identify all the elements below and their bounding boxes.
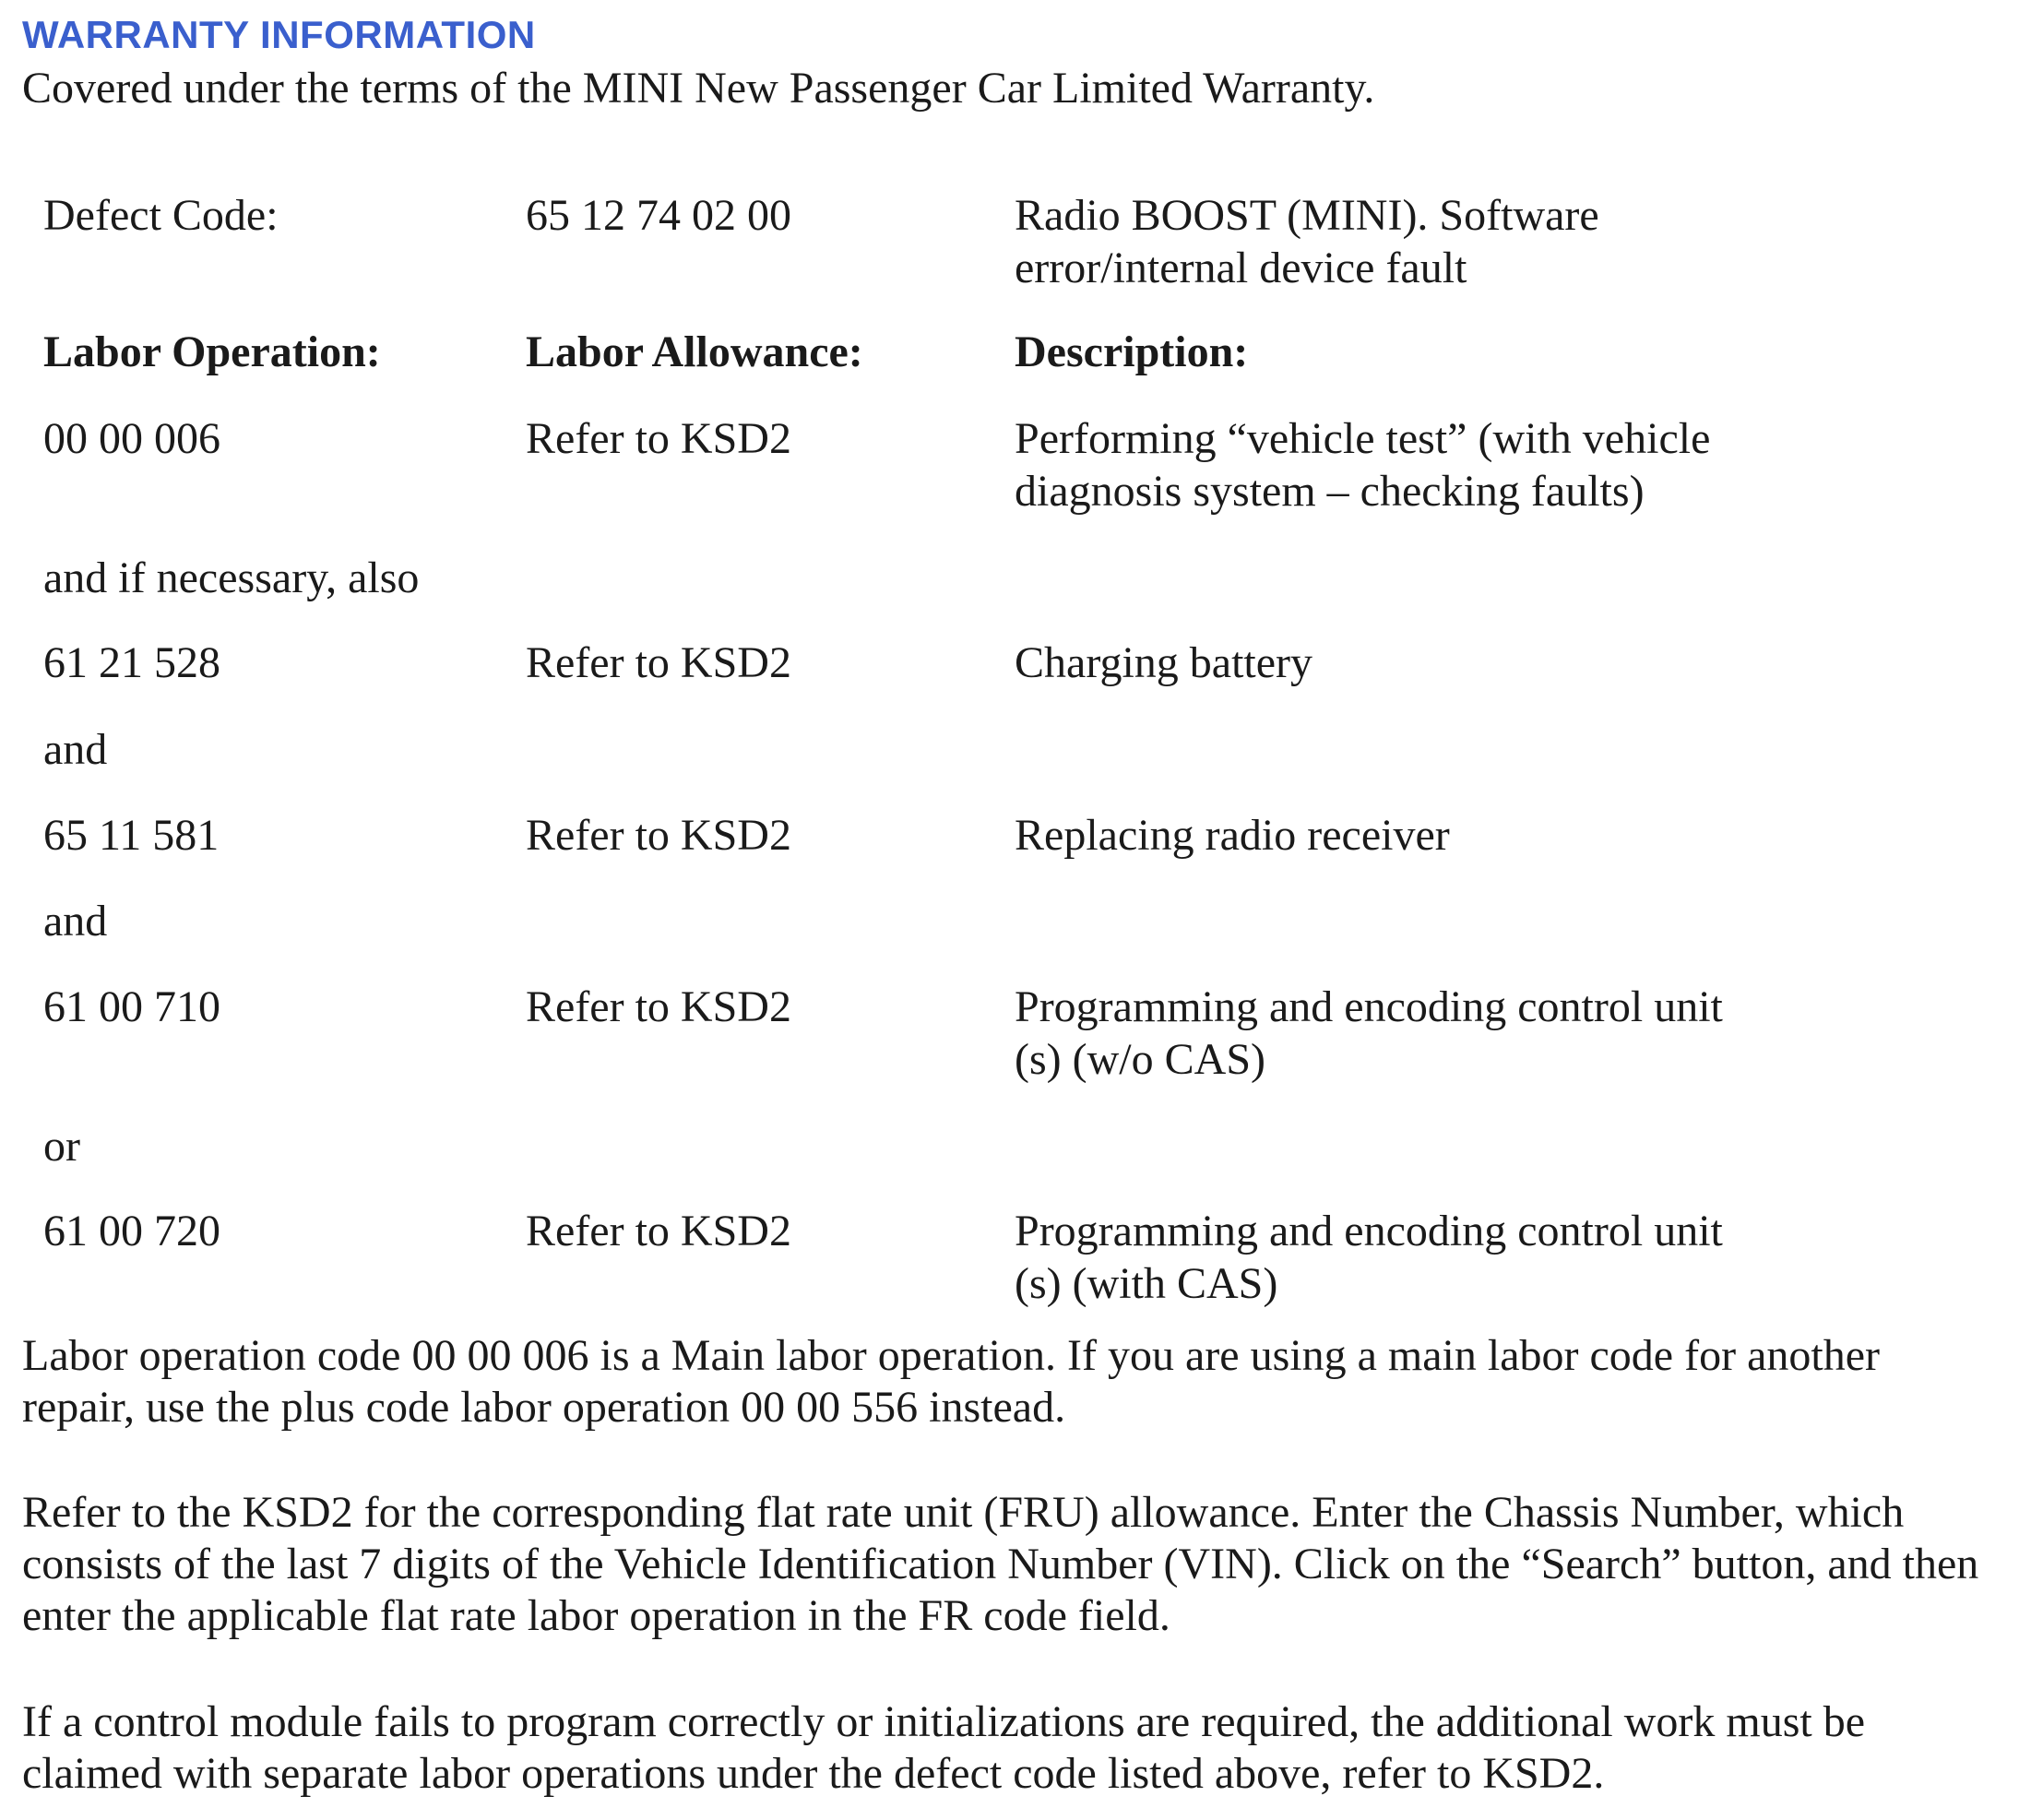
labor-allowance: Refer to KSD2	[526, 638, 791, 687]
ksd2-instructions: Refer to the KSD2 for the corresponding flat rate unit (FRU) allowance. Enter the Chassis Number, which consists of the last 7 digits of the Vehicle Identification Number (VIN). Click on the “Search” button, and then enter the applicable flat rate labor operation in the FR code field.	[22, 1488, 1979, 1640]
defect-description-line1: Radio BOOST (MINI). Software	[1015, 191, 1599, 240]
labor-description-line2: (s) (w/o CAS)	[1015, 1035, 1265, 1084]
connector-text: and	[43, 897, 108, 946]
labor-description-line1: Performing “vehicle test” (with vehicle	[1015, 414, 1711, 463]
labor-operation-code: 65 11 581	[43, 811, 220, 860]
labor-allowance: Refer to KSD2	[526, 414, 791, 463]
labor-operation-code: 00 00 006	[43, 414, 220, 463]
labor-operation-code: 61 21 528	[43, 638, 220, 687]
labor-description-line1: Programming and encoding control unit	[1015, 1207, 1723, 1255]
header-labor-allowance: Labor Allowance:	[526, 327, 863, 376]
labor-description-line1: Replacing radio receiver	[1015, 811, 1450, 860]
labor-description-line2: diagnosis system – checking faults)	[1015, 467, 1645, 516]
labor-allowance: Refer to KSD2	[526, 1207, 791, 1255]
defect-description-line2: error/internal device fault	[1015, 244, 1467, 292]
labor-allowance: Refer to KSD2	[526, 811, 791, 860]
labor-operation-code: 61 00 710	[43, 982, 220, 1031]
programming-note: If a control module fails to program correctly or initializations are required, the additional work must be claimed with separate labor operations under the defect code listed above, refer to KSD2.	[22, 1697, 1866, 1798]
header-labor-operation: Labor Operation:	[43, 327, 381, 376]
section-heading: WARRANTY INFORMATION	[22, 13, 536, 56]
header-description: Description:	[1015, 327, 1249, 376]
labor-operation-code: 61 00 720	[43, 1207, 220, 1255]
labor-description-line2: (s) (with CAS)	[1015, 1259, 1278, 1308]
labor-description-line1: Charging battery	[1015, 638, 1313, 687]
intro-text: Covered under the terms of the MINI New Passenger Car Limited Warranty.	[22, 64, 1375, 113]
connector-text: and	[43, 725, 108, 774]
connector-text: or	[43, 1122, 80, 1171]
defect-code-label: Defect Code:	[43, 191, 279, 240]
labor-description-line1: Programming and encoding control unit	[1015, 982, 1723, 1031]
labor-allowance: Refer to KSD2	[526, 982, 791, 1031]
main-labor-note: Labor operation code 00 00 006 is a Main labor operation. If you are using a main labor code for another repair, use the plus code labor operation 00 00 556 instead.	[22, 1331, 1881, 1432]
connector-text: and if necessary, also	[43, 553, 420, 602]
defect-code-value: 65 12 74 02 00	[526, 191, 791, 240]
